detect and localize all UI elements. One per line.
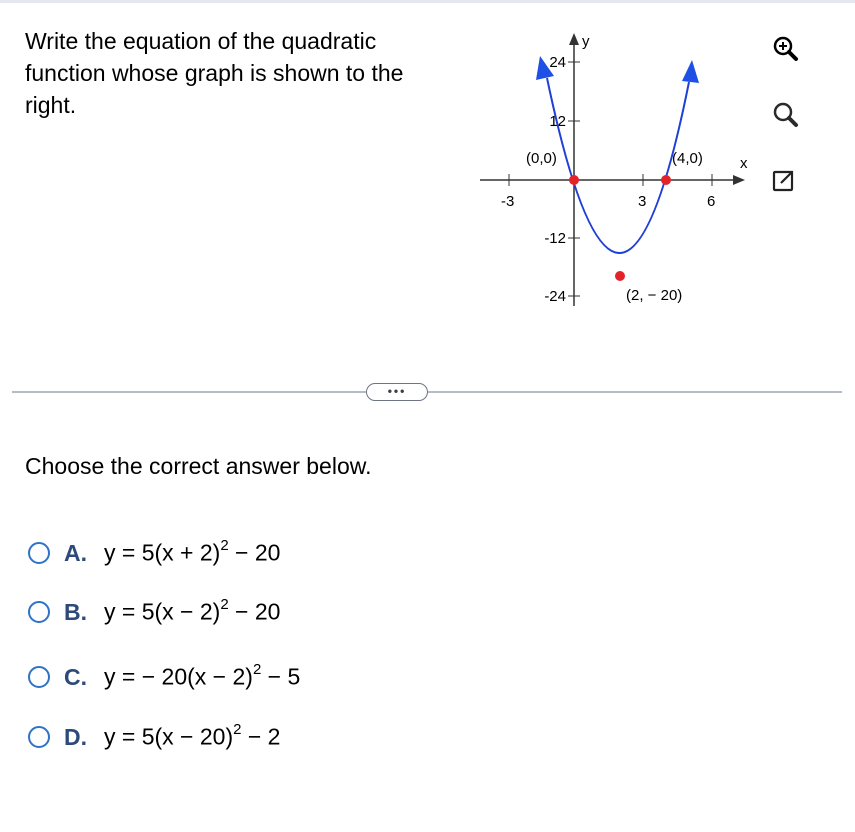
zoom-in-icon (771, 35, 799, 63)
point-vertex (615, 271, 625, 281)
choice-b-equation: $y = 5(x - 2)^2 - 20$ (104, 596, 281, 625)
top-border (0, 0, 855, 3)
y-axis-arrow (569, 33, 579, 45)
y-tick-label-neg12: -12 (544, 230, 566, 247)
question-text: Write the equation of the quadratic function whose graph is shown to the right. (25, 28, 404, 118)
choice-a-equation: $y = 5(x + 2)^2 - 20$ (104, 537, 281, 566)
parabola-graph (470, 26, 760, 326)
zoom-out-icon (771, 101, 799, 129)
curve-arrow-right (682, 60, 699, 83)
choice-d[interactable] (28, 722, 280, 752)
choice-c[interactable] (28, 662, 300, 692)
point-label-vertex: (2, − 20) (626, 287, 683, 304)
point-label-4-0: (4,0) (672, 150, 703, 167)
zoom-in-button[interactable] (767, 31, 803, 67)
expand-icon (770, 168, 796, 194)
choice-d-equation: $y = 5(x - 20)^2 - 2$ (104, 721, 281, 750)
choice-c-letter: C. (64, 663, 87, 690)
point-label-origin: (0,0) (526, 150, 557, 167)
choice-d-letter: D. (64, 723, 87, 750)
y-tick-label-12: 12 (549, 113, 566, 130)
y-tick-label-24: 24 (549, 54, 566, 71)
choice-a[interactable] (28, 538, 280, 568)
answer-prompt: Choose the correct answer below. (25, 453, 372, 479)
radio-b[interactable] (28, 601, 50, 623)
choice-a-letter: A. (64, 539, 87, 566)
x-tick-label-3: 3 (638, 193, 647, 210)
radio-c[interactable] (28, 666, 50, 688)
expand-button[interactable] (765, 163, 801, 199)
x-tick-label-6: 6 (707, 193, 716, 210)
point-4-0 (661, 175, 671, 185)
y-tick-label-neg24: -24 (544, 288, 566, 305)
y-axis-label: y (582, 33, 590, 50)
parabola-curve (547, 78, 689, 253)
point-origin (569, 175, 579, 185)
choice-c-equation: y = − $20(x - 2)^2 - 5$ (104, 661, 301, 690)
x-tick-label-neg3: -3 (501, 193, 515, 210)
x-axis-label: x (740, 155, 748, 172)
choice-b[interactable] (28, 597, 280, 627)
zoom-out-button[interactable] (767, 97, 803, 133)
x-axis-arrow (733, 175, 745, 185)
radio-d[interactable] (28, 726, 50, 748)
choice-b-letter: B. (64, 598, 87, 625)
more-options-button[interactable]: ••• (366, 383, 428, 401)
radio-a[interactable] (28, 542, 50, 564)
